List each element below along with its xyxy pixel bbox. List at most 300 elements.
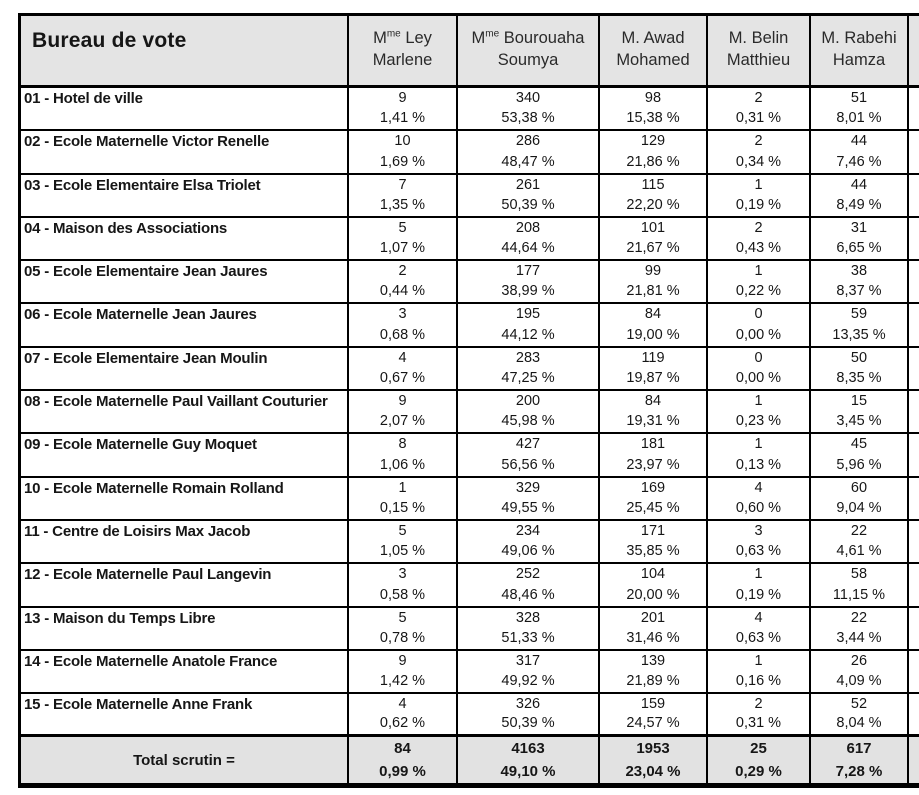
- bureau-row: [21, 348, 919, 391]
- votes-count: 98: [644, 90, 662, 106]
- candidate-title-prefix: M.: [728, 29, 748, 48]
- votes-percentage: 49,92 %: [501, 673, 555, 690]
- votes-percentage: 7,46 %: [836, 153, 882, 170]
- clipped-column-cell: [907, 434, 919, 475]
- result-cell: [598, 391, 706, 432]
- result-cell: [456, 88, 598, 129]
- votes-count: 252: [515, 566, 541, 583]
- votes-percentage: 0,60 %: [735, 499, 782, 516]
- clipped-column-cell: [907, 131, 919, 172]
- candidate-title-superscript: me: [386, 28, 401, 40]
- votes-percentage: 0,43 %: [735, 240, 782, 257]
- bureau-row: [21, 564, 919, 607]
- result-cell: [456, 564, 598, 605]
- result-cell: [809, 608, 907, 649]
- votes-percentage: 0,00 %: [735, 370, 782, 387]
- result-cell: [809, 348, 907, 389]
- result-cell: [347, 131, 456, 172]
- votes-percentage: 49,55 %: [501, 499, 555, 516]
- votes-count: 326: [515, 696, 541, 713]
- result-cell: [347, 521, 456, 562]
- votes-percentage: 1,05 %: [379, 543, 426, 560]
- votes-percentage: 21,81 %: [626, 283, 680, 300]
- votes-count: 9: [398, 393, 407, 410]
- votes-count: 234: [515, 522, 541, 539]
- bureau-label: 14 - Ecole Maternelle Anatole France: [24, 652, 278, 670]
- votes-percentage: 0,31 %: [735, 715, 782, 732]
- votes-count: 59: [850, 306, 868, 323]
- table-header-row: [21, 16, 919, 88]
- clipped-column-header: [907, 16, 919, 85]
- votes-count: 3: [754, 522, 763, 539]
- votes-percentage: 11,15 %: [832, 586, 886, 603]
- votes-percentage: 21,89 %: [626, 673, 680, 690]
- bureau-label: 15 - Ecole Maternelle Anne Frank: [24, 696, 253, 714]
- votes-count: 2: [398, 263, 407, 280]
- votes-percentage: 50,39 %: [501, 196, 555, 213]
- bureau-label: 04 - Maison des Associations: [24, 219, 228, 237]
- result-cell: [347, 261, 456, 302]
- votes-count: 8: [398, 436, 407, 453]
- votes-percentage: 19,00 %: [626, 326, 680, 343]
- votes-count: 0: [754, 306, 763, 323]
- votes-percentage: 19,87 %: [626, 370, 680, 387]
- bureau-label: 06 - Ecole Maternelle Jean Jaures: [24, 306, 257, 324]
- votes-percentage: 51,33 %: [501, 629, 555, 646]
- total-votes-percentage: 0,29 %: [735, 763, 782, 781]
- votes-count: 1: [754, 652, 763, 669]
- votes-count: 104: [640, 566, 666, 583]
- votes-percentage: 38,99 %: [501, 283, 555, 300]
- result-cell: [598, 694, 706, 734]
- candidate-surname: Bourouaha: [499, 29, 585, 48]
- votes-count: 44: [850, 133, 868, 150]
- votes-percentage: 3,45 %: [836, 413, 882, 430]
- result-cell: [347, 651, 456, 692]
- total-votes-percentage: 0,99 %: [379, 763, 426, 781]
- votes-count: 58: [850, 566, 868, 583]
- total-result-cell: [809, 737, 907, 783]
- votes-percentage: 0,67 %: [379, 370, 426, 387]
- votes-count: 177: [515, 263, 541, 280]
- votes-count: 84: [644, 306, 662, 323]
- bureau-row: [21, 218, 919, 261]
- votes-count: 139: [640, 652, 666, 669]
- votes-count: 5: [398, 219, 407, 236]
- votes-percentage: 44,64 %: [501, 240, 555, 257]
- votes-count: 22: [850, 522, 868, 539]
- votes-percentage: 49,06 %: [501, 543, 555, 560]
- clipped-column-cell: [907, 348, 919, 389]
- candidate-title-prefix: M: [471, 29, 486, 48]
- result-cell: [706, 564, 809, 605]
- candidate-name-line1: [472, 28, 585, 49]
- votes-percentage: 50,39 %: [501, 715, 555, 732]
- result-cell: [598, 564, 706, 605]
- clipped-column-cell: [907, 88, 919, 129]
- votes-count: 9: [398, 90, 407, 106]
- votes-percentage: 1,69 %: [379, 153, 426, 170]
- bureau-label: 10 - Ecole Maternelle Romain Rolland: [24, 479, 284, 497]
- votes-count: 38: [850, 263, 868, 280]
- votes-percentage: 19,31 %: [626, 413, 680, 430]
- votes-percentage: 0,13 %: [735, 456, 782, 473]
- votes-count: 261: [515, 176, 541, 193]
- votes-count: 31: [850, 219, 868, 236]
- bureau-label: 07 - Ecole Elementaire Jean Moulin: [24, 349, 268, 367]
- result-cell: [456, 391, 598, 432]
- votes-count: 99: [644, 263, 662, 280]
- result-cell: [456, 348, 598, 389]
- votes-count: 181: [640, 436, 666, 453]
- bureau-label: 08 - Ecole Maternelle Paul Vaillant Couturier: [24, 393, 328, 411]
- votes-percentage: 21,86 %: [626, 153, 680, 170]
- votes-percentage: 8,04 %: [836, 715, 882, 732]
- votes-count: 115: [641, 176, 665, 193]
- bureau-label: 02 - Ecole Maternelle Victor Renelle: [24, 133, 270, 151]
- votes-count: 4: [754, 609, 763, 626]
- votes-percentage: 31,46 %: [626, 629, 680, 646]
- result-cell: [809, 651, 907, 692]
- votes-percentage: 0,63 %: [735, 543, 782, 560]
- result-cell: [347, 478, 456, 519]
- result-cell: [456, 131, 598, 172]
- column-header-candidate: [347, 16, 456, 85]
- votes-count: 60: [850, 479, 868, 496]
- result-cell: [706, 175, 809, 216]
- clipped-column-cell: [907, 478, 919, 519]
- total-result-cell: [456, 737, 598, 783]
- votes-count: 427: [515, 436, 541, 453]
- votes-percentage: 0,63 %: [735, 629, 782, 646]
- result-cell: [598, 348, 706, 389]
- votes-count: 329: [515, 479, 541, 496]
- result-cell: [347, 694, 456, 734]
- votes-count: 1: [754, 263, 763, 280]
- result-cell: [598, 478, 706, 519]
- votes-count: 101: [640, 219, 666, 236]
- votes-count: 51: [850, 90, 868, 106]
- votes-count: 317: [515, 652, 541, 669]
- candidate-title-prefix: M.: [821, 29, 840, 48]
- votes-count: 84: [644, 393, 662, 410]
- votes-count: 45: [850, 436, 868, 453]
- result-cell: [347, 434, 456, 475]
- votes-count: 7: [398, 176, 407, 193]
- votes-count: 52: [850, 696, 868, 713]
- votes-percentage: 1,42 %: [379, 673, 426, 690]
- clipped-column-cell: [907, 175, 919, 216]
- bureau-row: [21, 694, 919, 737]
- votes-percentage: 9,04 %: [836, 499, 882, 516]
- candidate-surname: Awad: [639, 29, 685, 48]
- result-cell: [706, 218, 809, 259]
- bureau-row: [21, 434, 919, 477]
- result-cell: [809, 304, 907, 345]
- votes-percentage: 48,47 %: [501, 153, 555, 170]
- votes-count: 44: [850, 176, 868, 193]
- candidate-surname: Rabehi: [839, 29, 897, 48]
- votes-percentage: 25,45 %: [626, 499, 680, 516]
- result-cell: [809, 175, 907, 216]
- votes-percentage: 6,65 %: [836, 240, 882, 257]
- clipped-column-cell: [907, 521, 919, 562]
- votes-count: 3: [398, 566, 407, 583]
- votes-percentage: 23,97 %: [626, 456, 680, 473]
- votes-percentage: 8,35 %: [836, 370, 882, 387]
- votes-percentage: 0,62 %: [379, 715, 426, 732]
- result-cell: [456, 218, 598, 259]
- result-cell: [809, 521, 907, 562]
- result-cell: [706, 434, 809, 475]
- result-cell: [456, 521, 598, 562]
- result-cell: [598, 521, 706, 562]
- result-cell: [598, 261, 706, 302]
- result-cell: [456, 651, 598, 692]
- result-cell: [347, 88, 456, 129]
- result-cell: [809, 391, 907, 432]
- result-cell: [347, 391, 456, 432]
- bureau-label: 03 - Ecole Elementaire Elsa Triolet: [24, 176, 261, 194]
- column-header-candidate: [809, 16, 907, 85]
- votes-count: 2: [754, 90, 763, 106]
- result-cell: [706, 261, 809, 302]
- bureau-row: [21, 88, 919, 131]
- result-cell: [598, 434, 706, 475]
- bureau-row: [21, 304, 919, 347]
- result-cell: [706, 651, 809, 692]
- votes-percentage: 47,25 %: [501, 370, 555, 387]
- clipped-column-cell: [907, 608, 919, 649]
- clipped-column-cell: [907, 391, 919, 432]
- table-body: [21, 88, 919, 737]
- votes-count: 4: [754, 479, 763, 496]
- votes-count: 208: [515, 219, 541, 236]
- bureau-label: 12 - Ecole Maternelle Paul Langevin: [24, 566, 272, 584]
- votes-count: 171: [640, 522, 666, 539]
- votes-percentage: 3,44 %: [836, 629, 882, 646]
- bureau-row: [21, 131, 919, 174]
- votes-count: 26: [850, 652, 868, 669]
- result-cell: [598, 304, 706, 345]
- votes-percentage: 8,37 %: [836, 283, 882, 300]
- result-cell: [706, 348, 809, 389]
- result-cell: [456, 175, 598, 216]
- total-votes-count: 1953: [636, 740, 670, 758]
- result-cell: [347, 348, 456, 389]
- total-votes-count: 25: [750, 740, 767, 758]
- votes-percentage: 45,98 %: [501, 413, 555, 430]
- candidate-name-line1: [821, 28, 896, 49]
- bureau-label: 13 - Maison du Temps Libre: [24, 609, 216, 627]
- candidate-title-superscript: me: [485, 28, 500, 40]
- votes-percentage: 53,38 %: [501, 110, 555, 127]
- votes-count: 22: [850, 609, 868, 626]
- votes-percentage: 0,19 %: [735, 196, 782, 213]
- votes-percentage: 1,41 %: [379, 110, 426, 127]
- votes-count: 2: [754, 133, 763, 150]
- votes-count: 5: [398, 609, 407, 626]
- votes-count: 1: [754, 393, 763, 410]
- candidate-title-prefix: M.: [621, 29, 640, 48]
- result-cell: [456, 478, 598, 519]
- votes-count: 0: [754, 349, 763, 366]
- bureau-row: [21, 175, 919, 218]
- votes-percentage: 20,00 %: [626, 586, 680, 603]
- votes-percentage: 22,20 %: [626, 196, 680, 213]
- votes-percentage: 35,85 %: [626, 543, 680, 560]
- votes-percentage: 15,38 %: [626, 110, 680, 127]
- clipped-column-cell: [907, 651, 919, 692]
- result-cell: [598, 131, 706, 172]
- votes-count: 200: [515, 393, 541, 410]
- votes-count: 4: [398, 696, 407, 713]
- bureau-row: [21, 521, 919, 564]
- bureau-row: [21, 391, 919, 434]
- candidate-title-prefix: M: [373, 29, 387, 48]
- candidate-name-line1: [373, 28, 432, 49]
- votes-count: 50: [850, 349, 868, 366]
- votes-percentage: 44,12 %: [501, 326, 555, 343]
- votes-percentage: 0,22 %: [735, 283, 782, 300]
- votes-count: 129: [640, 133, 666, 150]
- votes-count: 15: [850, 393, 868, 410]
- total-votes-percentage: 23,04 %: [625, 763, 681, 781]
- votes-count: 2: [754, 219, 763, 236]
- clipped-column-cell: [907, 218, 919, 259]
- result-cell: [706, 391, 809, 432]
- votes-percentage: 5,96 %: [836, 456, 882, 473]
- result-cell: [809, 88, 907, 129]
- votes-percentage: 0,34 %: [735, 153, 782, 170]
- total-votes-count: 84: [394, 740, 411, 758]
- result-cell: [456, 608, 598, 649]
- votes-percentage: 56,56 %: [501, 456, 555, 473]
- result-cell: [456, 434, 598, 475]
- bureau-row: [21, 478, 919, 521]
- total-row: [21, 737, 919, 783]
- candidate-name-line2: Mohamed: [616, 50, 690, 69]
- votes-percentage: 0,19 %: [735, 586, 782, 603]
- total-votes-percentage: 7,28 %: [835, 763, 883, 781]
- votes-percentage: 1,07 %: [379, 240, 426, 257]
- votes-count: 201: [640, 609, 666, 626]
- votes-count: 9: [398, 652, 407, 669]
- result-cell: [809, 478, 907, 519]
- result-cell: [456, 304, 598, 345]
- votes-count: 3: [398, 306, 407, 323]
- votes-count: 283: [515, 349, 541, 366]
- result-cell: [706, 304, 809, 345]
- result-cell: [706, 478, 809, 519]
- votes-percentage: 1,06 %: [379, 456, 426, 473]
- votes-percentage: 0,44 %: [379, 283, 426, 300]
- votes-percentage: 4,61 %: [836, 543, 882, 560]
- votes-count: 1: [754, 436, 763, 453]
- result-cell: [598, 218, 706, 259]
- result-cell: [706, 131, 809, 172]
- result-cell: [706, 88, 809, 129]
- result-cell: [347, 564, 456, 605]
- votes-percentage: 0,15 %: [379, 499, 426, 516]
- clipped-column-cell: [907, 261, 919, 302]
- result-cell: [456, 261, 598, 302]
- votes-count: 195: [515, 306, 541, 323]
- candidate-name-line2: Marlene: [372, 50, 433, 69]
- votes-percentage: 48,46 %: [501, 586, 555, 603]
- result-cell: [598, 88, 706, 129]
- result-cell: [347, 175, 456, 216]
- candidate-name-line2: Hamza: [832, 50, 886, 69]
- bureau-de-vote-header: Bureau de vote: [32, 29, 187, 52]
- clipped-column-cell: [907, 694, 919, 734]
- result-cell: [706, 521, 809, 562]
- bureau-label: 01 - Hotel de ville: [24, 90, 143, 107]
- total-votes-count: 617: [846, 740, 872, 758]
- candidate-name-line2: Matthieu: [726, 50, 791, 69]
- votes-percentage: 1,35 %: [379, 196, 426, 213]
- candidate-surname: Belin: [747, 29, 789, 48]
- votes-count: 286: [515, 133, 541, 150]
- total-result-cell: [706, 737, 809, 783]
- votes-count: 2: [754, 696, 763, 713]
- column-header-candidate: [456, 16, 598, 85]
- votes-count: 4: [398, 349, 407, 366]
- votes-percentage: 21,67 %: [626, 240, 680, 257]
- candidate-surname: Ley: [400, 29, 432, 48]
- column-header-candidate: [598, 16, 706, 85]
- clipped-column-cell: [907, 564, 919, 605]
- votes-count: 169: [640, 479, 666, 496]
- vote-results-table: [18, 13, 919, 788]
- result-cell: [809, 218, 907, 259]
- votes-percentage: 4,09 %: [836, 673, 882, 690]
- result-cell: [347, 218, 456, 259]
- bureau-label: 05 - Ecole Elementaire Jean Jaures: [24, 263, 268, 281]
- votes-percentage: 8,49 %: [836, 196, 882, 213]
- candidate-name-line1: [622, 28, 685, 49]
- votes-percentage: 0,78 %: [379, 629, 426, 646]
- result-cell: [809, 434, 907, 475]
- votes-count: 1: [754, 566, 763, 583]
- result-cell: [809, 131, 907, 172]
- candidate-name-line1: [729, 28, 789, 49]
- result-cell: [347, 304, 456, 345]
- total-votes-count: 4163: [511, 740, 545, 758]
- clipped-column-cell: [907, 304, 919, 345]
- candidate-name-line2: Soumya: [497, 50, 559, 69]
- result-cell: [598, 608, 706, 649]
- clipped-column-total: [907, 737, 919, 783]
- column-header-candidate: [706, 16, 809, 85]
- votes-count: 159: [640, 696, 666, 713]
- bureau-label: 11 - Centre de Loisirs Max Jacob: [24, 522, 251, 540]
- result-cell: [706, 694, 809, 734]
- total-result-cell: [598, 737, 706, 783]
- votes-count: 1: [754, 176, 763, 193]
- votes-count: 5: [398, 522, 407, 539]
- result-cell: [598, 651, 706, 692]
- bureau-row: [21, 651, 919, 694]
- votes-percentage: 0,68 %: [379, 326, 426, 343]
- votes-count: 328: [515, 609, 541, 626]
- votes-count: 119: [641, 349, 665, 366]
- result-cell: [456, 694, 598, 734]
- votes-percentage: 0,16 %: [735, 673, 782, 690]
- votes-count: 10: [394, 133, 411, 150]
- result-cell: [598, 175, 706, 216]
- votes-percentage: 0,58 %: [379, 586, 426, 603]
